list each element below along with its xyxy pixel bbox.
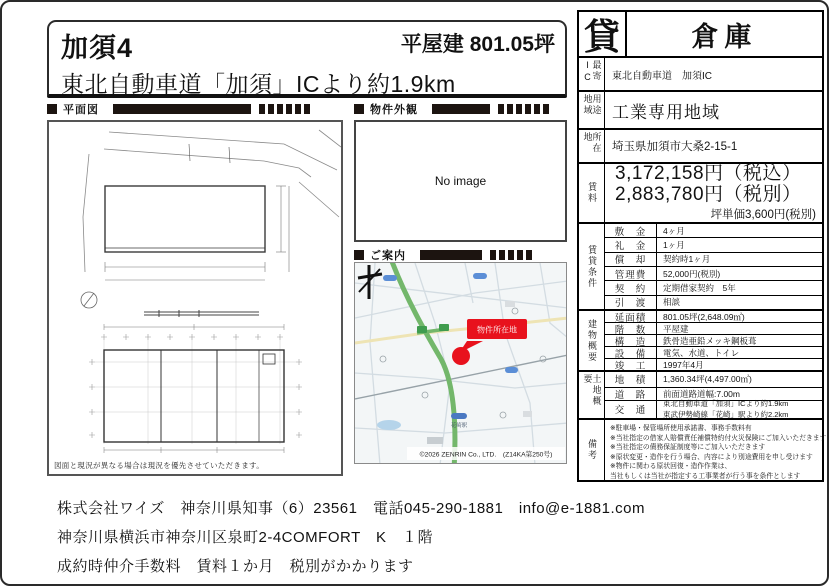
lease-term-row (605, 253, 822, 267)
transport-value-1: 東北自動車道「加須」ICより約1.9km (663, 399, 789, 409)
floor-area-value: 801.05坪(2,648.09㎡) (663, 311, 745, 322)
property-type: 倉庫 (691, 21, 758, 52)
exterior-section-header (354, 103, 567, 115)
rent-tax-excluded: 2,883,780円（税別） (615, 183, 802, 205)
remarks-line: ※原状変更・造作を行う場合、内容により別途費用を申し受けます (610, 453, 813, 461)
remarks-line: ※物件に関わる原状回復・造作作業は、 (610, 463, 732, 471)
address-label: 所在地 (579, 130, 605, 162)
bullet-square-icon (47, 104, 57, 114)
map-copyright: ©2026 ZENRIN Co., LTD. (Z14KA第250号) (419, 451, 553, 459)
floor-plan-section-header (47, 103, 343, 115)
facilities-label: 設 備 (605, 347, 657, 358)
amortization-label: 償 却 (605, 253, 657, 266)
key-money-value: 1ヶ月 (663, 239, 685, 250)
property-detail-table (577, 10, 827, 482)
key-money-label: 礼 金 (605, 238, 657, 251)
agency-line-3: 成約時仲介手数料 賃料１か月 税別がかかります (57, 558, 414, 575)
property-code: 加須4 (61, 33, 134, 63)
lease-term-row (605, 224, 822, 238)
decor-bar (432, 104, 490, 114)
bullet-square-icon (354, 104, 364, 114)
lease-term-row (605, 281, 822, 295)
land-row (605, 401, 822, 418)
guide-section-header (354, 249, 567, 261)
transport-value-2: 東武伊勢崎線「花崎」駅より約2.2km (663, 410, 789, 420)
structure-label: 構 造 (605, 335, 657, 346)
lease-term-row (605, 267, 822, 281)
floor-plan-drawing (49, 122, 341, 457)
row-zoning (579, 92, 822, 130)
building-spec: 平屋建 801.05坪 (400, 33, 555, 56)
exterior-label: 物件外観 (370, 104, 418, 116)
remarks-label: 備考 (579, 420, 605, 480)
agency-info (57, 494, 645, 581)
rent-tax-included: 3,172,158円（税込） (615, 162, 802, 184)
completion-label: 竣 工 (605, 359, 657, 370)
handover-label: 引 渡 (605, 296, 657, 309)
deposit-value: 4ヶ月 (663, 225, 685, 236)
rent-label: 賃料 (579, 164, 605, 222)
deal-type: 貸 (579, 12, 627, 56)
row-rent (579, 164, 822, 224)
row-nearest-ic (579, 58, 822, 92)
nearest-ic-value: 東北自動車道 加須IC (612, 70, 712, 82)
land-summary-label: 土地概要 (579, 372, 605, 418)
completion-value: 1997年4月 (663, 359, 704, 370)
stories-label: 階 数 (605, 323, 657, 334)
contract-label: 契 約 (605, 281, 657, 294)
floor-area-label: 延面積 (605, 311, 657, 322)
row-land-summary (579, 372, 822, 420)
stories-value: 平屋建 (663, 323, 689, 334)
row-remarks (579, 420, 827, 480)
bullet-square-icon (354, 250, 364, 260)
remarks-line: ※当社指定の借家人賠償責任補償特約付火災保険にご加入いただきます (610, 434, 827, 442)
agency-line-2: 神奈川県横浜市神奈川区泉町2-4COMFORT K １階 (57, 529, 433, 546)
header-box (47, 20, 567, 98)
road-label: 道 路 (605, 388, 657, 400)
building-row (605, 359, 822, 370)
zoning-label: 用途地域 (579, 92, 605, 128)
guide-label: ご案内 (370, 250, 406, 262)
amortization-value: 契約時1ヶ月 (663, 254, 711, 265)
floor-plan-label: 平面図 (63, 104, 99, 116)
row-building-summary (579, 311, 822, 372)
handover-value: 相談 (663, 297, 681, 308)
transport-label: 交 通 (605, 401, 657, 418)
access-line: 東北自動車道「加須」ICより約1.9km (61, 71, 456, 97)
agency-line-1: 株式会社ワイズ 神奈川県知事（6）23561 電話045-290-1881 info@e-1881.com (57, 500, 645, 517)
nearest-ic-label: 最寄IC (579, 58, 605, 90)
no-image-text: No image (434, 174, 487, 188)
decor-blocks (256, 104, 310, 114)
address-value: 埼玉県加須市大桑2-15-1 (612, 141, 738, 153)
lease-term-row (605, 296, 822, 309)
land-area-label: 地 積 (605, 372, 657, 387)
land-row (605, 372, 822, 388)
land-area-value: 1,360.34坪(4,497.00㎡) (663, 374, 752, 385)
floor-plan-note: 図面と現況が異なる場合は現況を優先させていただきます。 (54, 461, 264, 470)
deposit-label: 敷 金 (605, 224, 657, 237)
row-address (579, 130, 822, 164)
decor-bar (420, 250, 482, 260)
lease-terms-label: 賃貸条件 (579, 224, 605, 309)
lease-term-row (605, 238, 822, 252)
location-map (354, 262, 567, 464)
exterior-photo-box (354, 120, 567, 242)
map-drawing (355, 263, 567, 464)
table-header-row (579, 12, 822, 58)
row-lease-terms (579, 224, 822, 311)
road-value: 前面道路道幅:7.00m (663, 388, 740, 399)
contract-value: 定期借家契約 5年 (663, 282, 736, 293)
station-label: 花崎駅 (450, 423, 468, 429)
remarks-line: 当社もしくは当社が指定する工事業者が行う事を条件とします (610, 472, 801, 480)
facilities-value: 電気、水道、トイレ (663, 347, 740, 358)
map-pin-label: 物件所在地 (477, 325, 517, 335)
remarks-line: ※当社指定の債務保証制度等にご加入いただきます (610, 444, 766, 452)
decor-blocks (487, 250, 532, 260)
management-fee-label: 管理費 (605, 267, 657, 280)
management-fee-value: 52,000円(税別) (663, 268, 721, 279)
decor-bar (113, 104, 251, 114)
building-summary-label: 建物概要 (579, 311, 605, 370)
decor-blocks (495, 104, 549, 114)
floor-plan-box (47, 120, 343, 476)
rent-unit-price: 坪単価3,600円(税別) (710, 209, 816, 222)
remarks-line: ※駐車場・保管場所使用承諾書、事務手数料有 (610, 425, 752, 432)
zoning-value: 工業専用地域 (612, 102, 720, 122)
structure-value: 鉄骨造亜鉛メッキ鋼板葺 (663, 335, 757, 346)
